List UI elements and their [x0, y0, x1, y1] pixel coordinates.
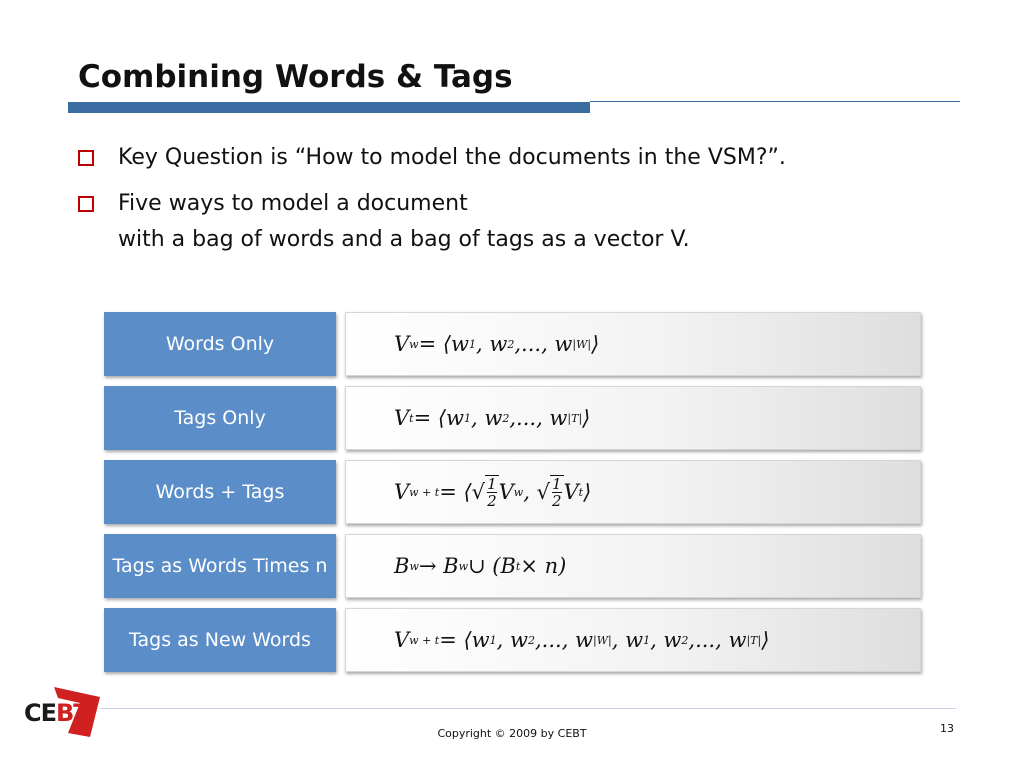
title-underline-thick	[68, 102, 590, 113]
model-row	[104, 312, 922, 376]
bullet-text: with a bag of words and a bag of tags as a vector V.	[118, 227, 690, 252]
model-label: Tags as New Words	[104, 608, 336, 672]
bullet-item	[78, 186, 984, 258]
square-bullet-icon	[78, 150, 94, 166]
model-formula: V w + t = ⟨√ 1 2 V w , √ 1 2 V t ⟩	[394, 475, 592, 510]
page-number: 13	[940, 722, 954, 735]
bullet-list	[78, 140, 984, 268]
bullet-text: Five ways to model a document	[118, 191, 468, 216]
logo-text: CEBT	[24, 699, 89, 727]
footer-divider	[100, 708, 956, 709]
model-formula-box	[345, 386, 921, 450]
model-formula: V w + t = ⟨w 1 , w 2 ,..., w |W| , w 1 , w 2 ,..., w |T| ⟩	[394, 628, 770, 652]
model-formula-box	[345, 460, 921, 524]
title-underline-thin	[590, 101, 960, 102]
model-formula-box	[345, 608, 921, 672]
copyright-text: Copyright © 2009 by CEBT	[437, 727, 587, 740]
model-label: Words Only	[104, 312, 336, 376]
model-row	[104, 608, 922, 672]
model-formula-box	[345, 312, 921, 376]
model-formula: V t = ⟨w 1 , w 2 ,..., w |T| ⟩	[394, 406, 591, 430]
model-formula-box	[345, 534, 921, 598]
model-row	[104, 534, 922, 598]
square-bullet-icon	[78, 196, 94, 212]
model-label: Tags Only	[104, 386, 336, 450]
model-label: Words + Tags	[104, 460, 336, 524]
model-formula: B w → B w ∪ (B t × n)	[394, 554, 567, 578]
model-label: Tags as Words Times n	[104, 534, 336, 598]
bullet-item	[78, 140, 984, 176]
slide-title: Combining Words & Tags	[78, 59, 513, 95]
model-row	[104, 460, 922, 524]
model-row	[104, 386, 922, 450]
bullet-text: Key Question is “How to model the documents in the VSM?”.	[118, 145, 786, 170]
model-formula: V w = ⟨w 1 , w 2 ,..., w |W| ⟩	[394, 332, 600, 356]
